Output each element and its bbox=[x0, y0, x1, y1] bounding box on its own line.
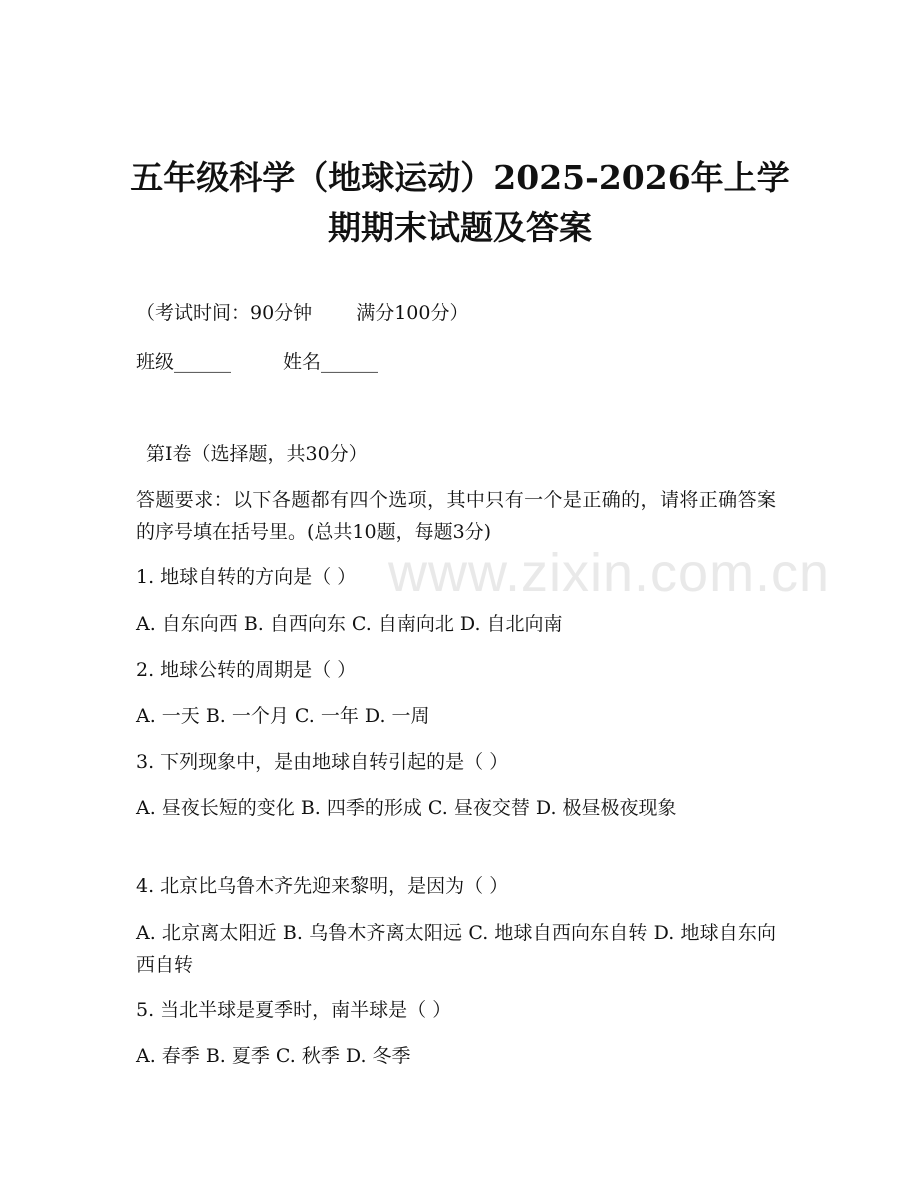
exam-total-score: 满分100分） bbox=[356, 302, 469, 324]
question-2-stem: 2. 地球公转的周期是（ ） bbox=[136, 659, 357, 681]
page-title-line2: 期期末试题及答案 bbox=[328, 208, 592, 247]
exam-time-info bbox=[136, 300, 468, 326]
class-field: 班级______ bbox=[136, 351, 232, 373]
question-3-options: A. 昼夜长短的变化 B. 四季的形成 C. 昼夜交替 D. 极昼极夜现象 bbox=[136, 797, 677, 819]
section-heading: 第Ⅰ卷（选择题，共30分） bbox=[146, 443, 368, 465]
question-2-options: A. 一天 B. 一个月 C. 一年 D. 一周 bbox=[136, 705, 430, 727]
question-3-stem: 3. 下列现象中，是由地球自转引起的是（ ） bbox=[136, 751, 509, 773]
name-field: 姓名______ bbox=[283, 351, 379, 373]
question-5-options: A. 春季 B. 夏季 C. 秋季 D. 冬季 bbox=[136, 1045, 411, 1067]
question-5-stem: 5. 当北半球是夏季时，南半球是（ ） bbox=[136, 999, 452, 1021]
question-4-options: A. 北京离太阳近 B. 乌鲁木齐离太阳远 C. 地球自西向东自转 D. 地球自东向西自转 bbox=[136, 922, 776, 976]
site-watermark: www.zixin.com.cn bbox=[388, 543, 831, 603]
exam-duration: （考试时间：90分钟 bbox=[136, 302, 313, 324]
question-1-stem: 1. 地球自转的方向是（ ） bbox=[136, 566, 357, 588]
question-1-options: A. 自东向西 B. 自西向东 C. 自南向北 D. 自北向南 bbox=[136, 613, 563, 635]
page-title-line1: 五年级科学（地球运动）2025-2026年上学 bbox=[130, 158, 790, 197]
student-info bbox=[136, 349, 378, 375]
section-instructions: 答题要求：以下各题都有四个选项，其中只有一个是正确的，请将正确答案的序号填在括号里。(总共10题，每题3分) bbox=[136, 489, 776, 543]
question-4-stem: 4. 北京比乌鲁木齐先迎来黎明，是因为（ ） bbox=[136, 875, 509, 897]
